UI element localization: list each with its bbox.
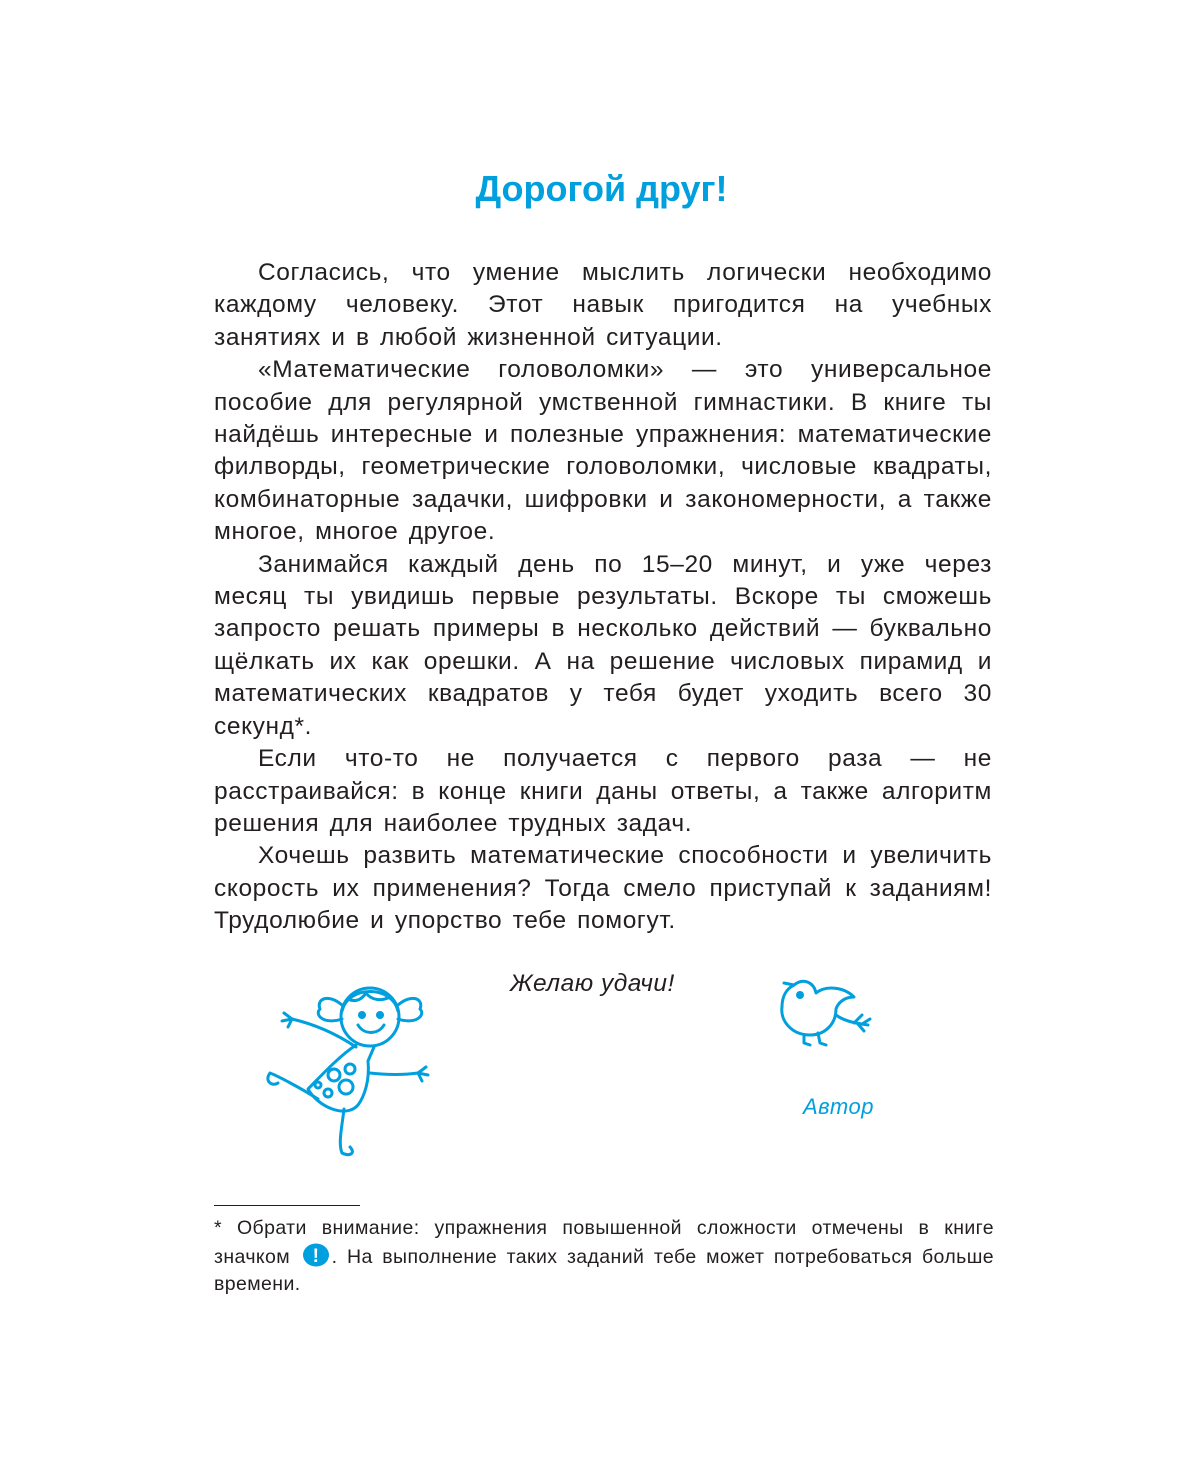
paragraph-5: Хочешь развить математические способности и увеличить скорость их применения? Тогда смело приступай к заданиям! Трудолюбие и упорство тебе помогут. [214, 842, 992, 935]
footnote-text-start: * Обрати внимание: упражнения повышенной сложности отмечены в книге значком [214, 1217, 994, 1268]
paragraph-3: Занимайся каждый день по 15–20 минут, и уже через месяц ты увидишь первые результаты. Вскоре ты сможешь запросто решать примеры в несколько действий — буквально щёлкать их как орешки. А на решение числовых пирамид и математических квадратов у тебя будет уходить всего 30 секунд*. [214, 550, 992, 740]
footnote-divider [214, 1205, 360, 1206]
paragraph-4: Если что-то не получается с первого раза — не расстраивайся: в конце книги даны ответы, а также алгоритм решения для наиболее трудных задач. [214, 745, 992, 837]
page-title: Дорогой друг! [475, 168, 728, 209]
footnote [214, 1215, 994, 1299]
paragraph-1: Согласись, что умение мыслить логически необходимо каждому человеку. Этот навык пригодится на учебных занятиях и в любой жизненной ситуации. [214, 259, 992, 351]
paragraph-2: «Математические головоломки» — это универсальное пособие для регулярной умственной гимнастики. В книге ты найдёшь интересные и полезные упражнения: математические филворды, геометрические головоломки, числовые квадраты, комбинаторные задачки, шифровки и закономерности, а также многое, многое другое. [214, 356, 992, 546]
bird-illustration [774, 975, 874, 1055]
exclamation-glyph: ! [312, 1245, 320, 1267]
letter-body [214, 257, 992, 938]
exclamation-icon [302, 1243, 330, 1267]
signoff: Желаю удачи! [510, 970, 675, 997]
author-label: Автор [803, 1094, 874, 1119]
footnote-text-end: . На выполнение таких заданий тебе может потребоваться больше времени. [214, 1245, 994, 1295]
girl-illustration [258, 977, 438, 1162]
